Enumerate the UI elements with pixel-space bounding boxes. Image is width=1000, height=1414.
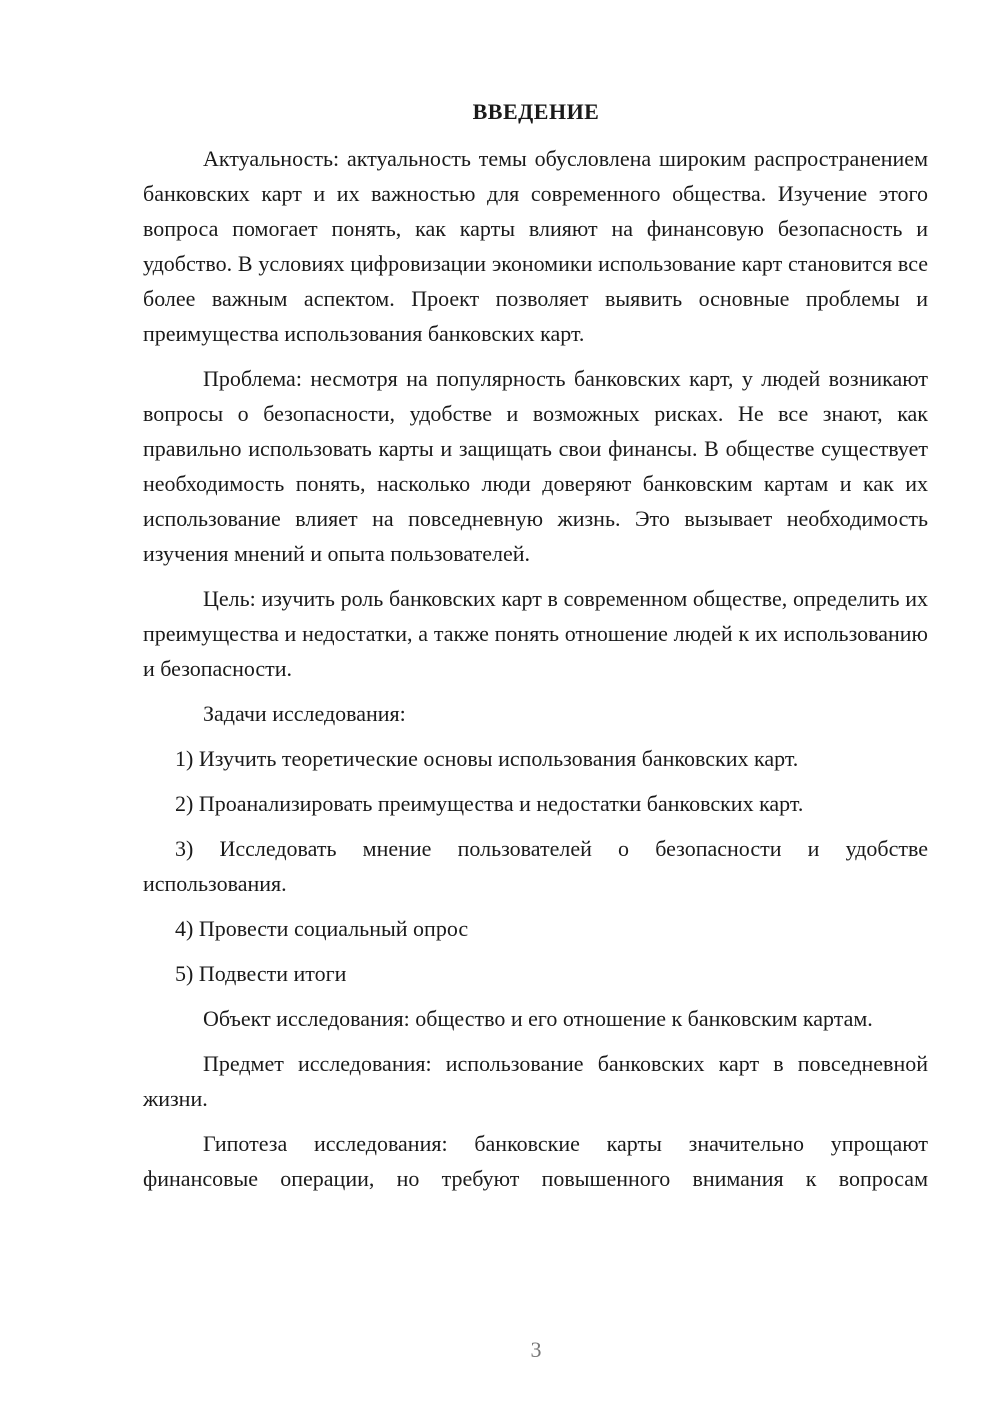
task-item: 2) Проанализировать преимущества и недостатки банковских карт.: [175, 791, 804, 816]
section-heading: ВВЕДЕНИЕ: [472, 99, 600, 124]
paragraph-problem: Проблема: несмотря на популярность банковских карт, у людей возникают вопросы о безопасности, удобстве и возможных рисках. Не все знают, как правильно использовать карты и защищать свои финансы. В обществе существует необходимость понять, насколько люди доверяют банковским картам и как их использование влияет на повседневную жизнь. Это вызывает необходимость изучения мнений и опыта пользователей.: [143, 366, 928, 566]
paragraph-subject: Предмет исследования: использование банковских карт в повседневной жизни.: [143, 1051, 928, 1111]
page-number: 3: [530, 1337, 542, 1362]
paragraph-tasks-title: Задачи исследования:: [203, 701, 406, 726]
body-text: [143, 141, 928, 1206]
paragraph-relevance: Актуальность: актуальность темы обусловлена широким распространением банковских карт и их важностью для современного общества. Изучение этого вопроса помогает понять, как карты влияют на финансовую безопасность и удобство. В условиях цифровизации экономики использование карт становится все более важным аспектом. Проект позволяет выявить основные проблемы и преимущества использования банковских карт.: [143, 146, 928, 346]
paragraph-goal: Цель: изучить роль банковских карт в современном обществе, определить их преимущества и недостатки, а также понять отношение людей к их использованию и безопасности.: [143, 586, 928, 681]
paragraph-object: Объект исследования: общество и его отношение к банковским картам.: [203, 1006, 873, 1031]
task-item: 4) Провести социальный опрос: [175, 916, 469, 941]
task-item: 3) Исследовать мнение пользователей о безопасности и удобстве использования.: [143, 836, 928, 896]
task-item: 1) Изучить теоретические основы использования банковских карт.: [175, 746, 799, 771]
task-item: 5) Подвести итоги: [175, 961, 347, 986]
paragraph-hypothesis: Гипотеза исследования: банковские карты значительно упрощают финансовые операции, но требуют повышенного внимания к вопросам: [143, 1131, 928, 1191]
